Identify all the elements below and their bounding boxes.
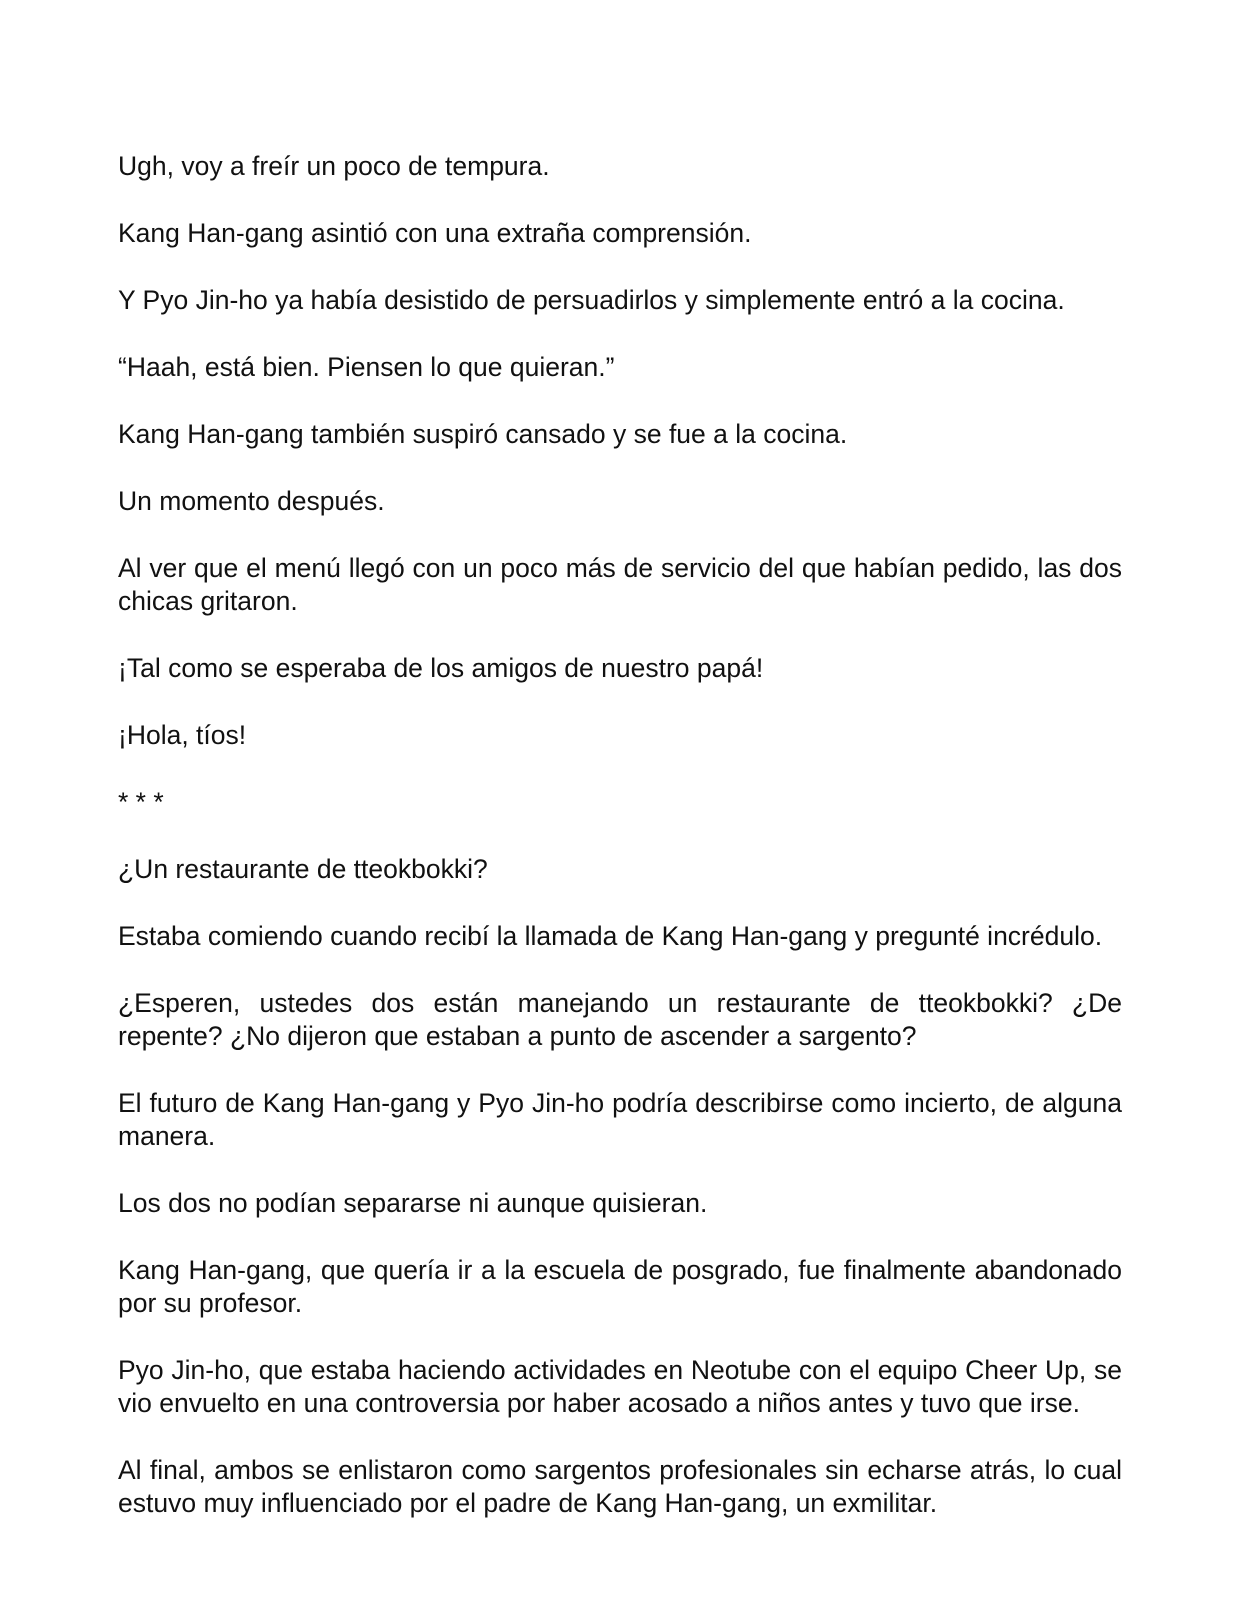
- paragraph: ¿Un restaurante de tteokbokki?: [118, 854, 488, 884]
- paragraph: Kang Han-gang, que quería ir a la escuela de posgrado, fue finalmente abandonado por su profesor.: [118, 1255, 1122, 1318]
- scene-break: * * *: [118, 787, 164, 817]
- paragraph: Al ver que el menú llegó con un poco más de servicio del que habían pedido, las dos chicas gritaron.: [118, 553, 1122, 616]
- paragraph: ¡Hola, tíos!: [118, 720, 247, 750]
- paragraph: Estaba comiendo cuando recibí la llamada de Kang Han-gang y pregunté incrédulo.: [118, 921, 1103, 951]
- paragraph: Un momento después.: [118, 486, 385, 516]
- body-text: [118, 150, 1122, 1554]
- paragraph: ¿Esperen, ustedes dos están manejando un restaurante de tteokbokki? ¿De repente? ¿No dijeron que estaban a punto de ascender a sargento?: [118, 988, 1122, 1051]
- paragraph: Pyo Jin-ho, que estaba haciendo actividades en Neotube con el equipo Cheer Up, se vio envuelto en una controversia por haber acosado a niños antes y tuvo que irse.: [118, 1355, 1122, 1418]
- paragraph: ¡Tal como se esperaba de los amigos de nuestro papá!: [118, 653, 764, 683]
- paragraph: Ugh, voy a freír un poco de tempura.: [118, 151, 550, 181]
- paragraph: Al final, ambos se enlistaron como sargentos profesionales sin echarse atrás, lo cual estuvo muy influenciado por el padre de Kang Han-gang, un exmilitar.: [118, 1455, 1122, 1518]
- paragraph: El futuro de Kang Han-gang y Pyo Jin-ho podría describirse como incierto, de alguna manera.: [118, 1088, 1122, 1151]
- paragraph: Kang Han-gang asintió con una extraña comprensión.: [118, 218, 752, 248]
- paragraph: Los dos no podían separarse ni aunque quisieran.: [118, 1188, 708, 1218]
- paragraph: Y Pyo Jin-ho ya había desistido de persuadirlos y simplemente entró a la cocina.: [118, 285, 1065, 315]
- paragraph: Kang Han-gang también suspiró cansado y se fue a la cocina.: [118, 419, 848, 449]
- paragraph: “Haah, está bien. Piensen lo que quieran.”: [118, 352, 615, 382]
